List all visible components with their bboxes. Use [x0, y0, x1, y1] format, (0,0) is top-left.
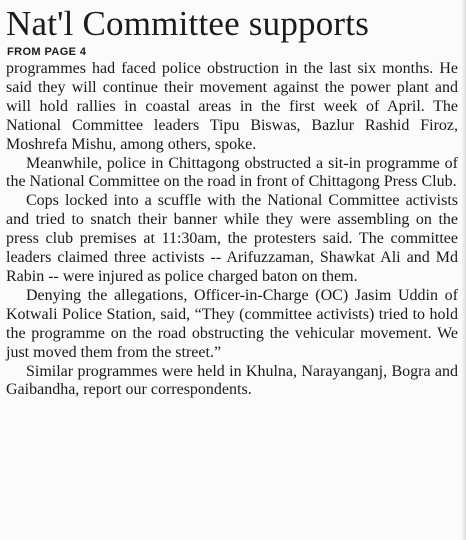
paragraph-4: Denying the allegations, Officer-in-Charge (OC) Jasim Uddin of Kotwali Police Station, said, “They (committee activists) tried to hold the programme on the road obstructing the vehicular movement. We just moved them from the street.”: [6, 286, 458, 361]
paragraph-5: Similar programmes were held in Khulna, Narayanganj, Bogra and Gaibandha, report our correspondents.: [6, 362, 458, 399]
article-body: [6, 60, 458, 400]
continued-from-label: FROM PAGE 4: [7, 46, 87, 58]
paragraph-2: Meanwhile, police in Chittagong obstructed a sit-in programme of the National Committee on the road in front of Chittagong Press Club.: [6, 154, 458, 191]
paragraph-1: programmes had faced police obstruction in the last six months. He said they will continue their movement against the power plant and will hold rallies in coastal areas in the first week of April. The National Committee leaders Tipu Biswas, Bazlur Rashid Firoz, Moshrefa Mishu, among others, spoke.: [6, 60, 458, 153]
page-edge-shadow: [462, 0, 466, 540]
paragraph-3: Cops locked into a scuffle with the National Committee activists and tried to snatch their banner while they were assembling on the press club premises at 11:30am, the protesters said. The committee leaders claimed three activists -- Arifuzzaman, Shawkat Ali and Md Rabin -- were injured as police charged baton on them.: [6, 192, 458, 285]
headline: Nat'l Committee supports: [6, 5, 370, 43]
